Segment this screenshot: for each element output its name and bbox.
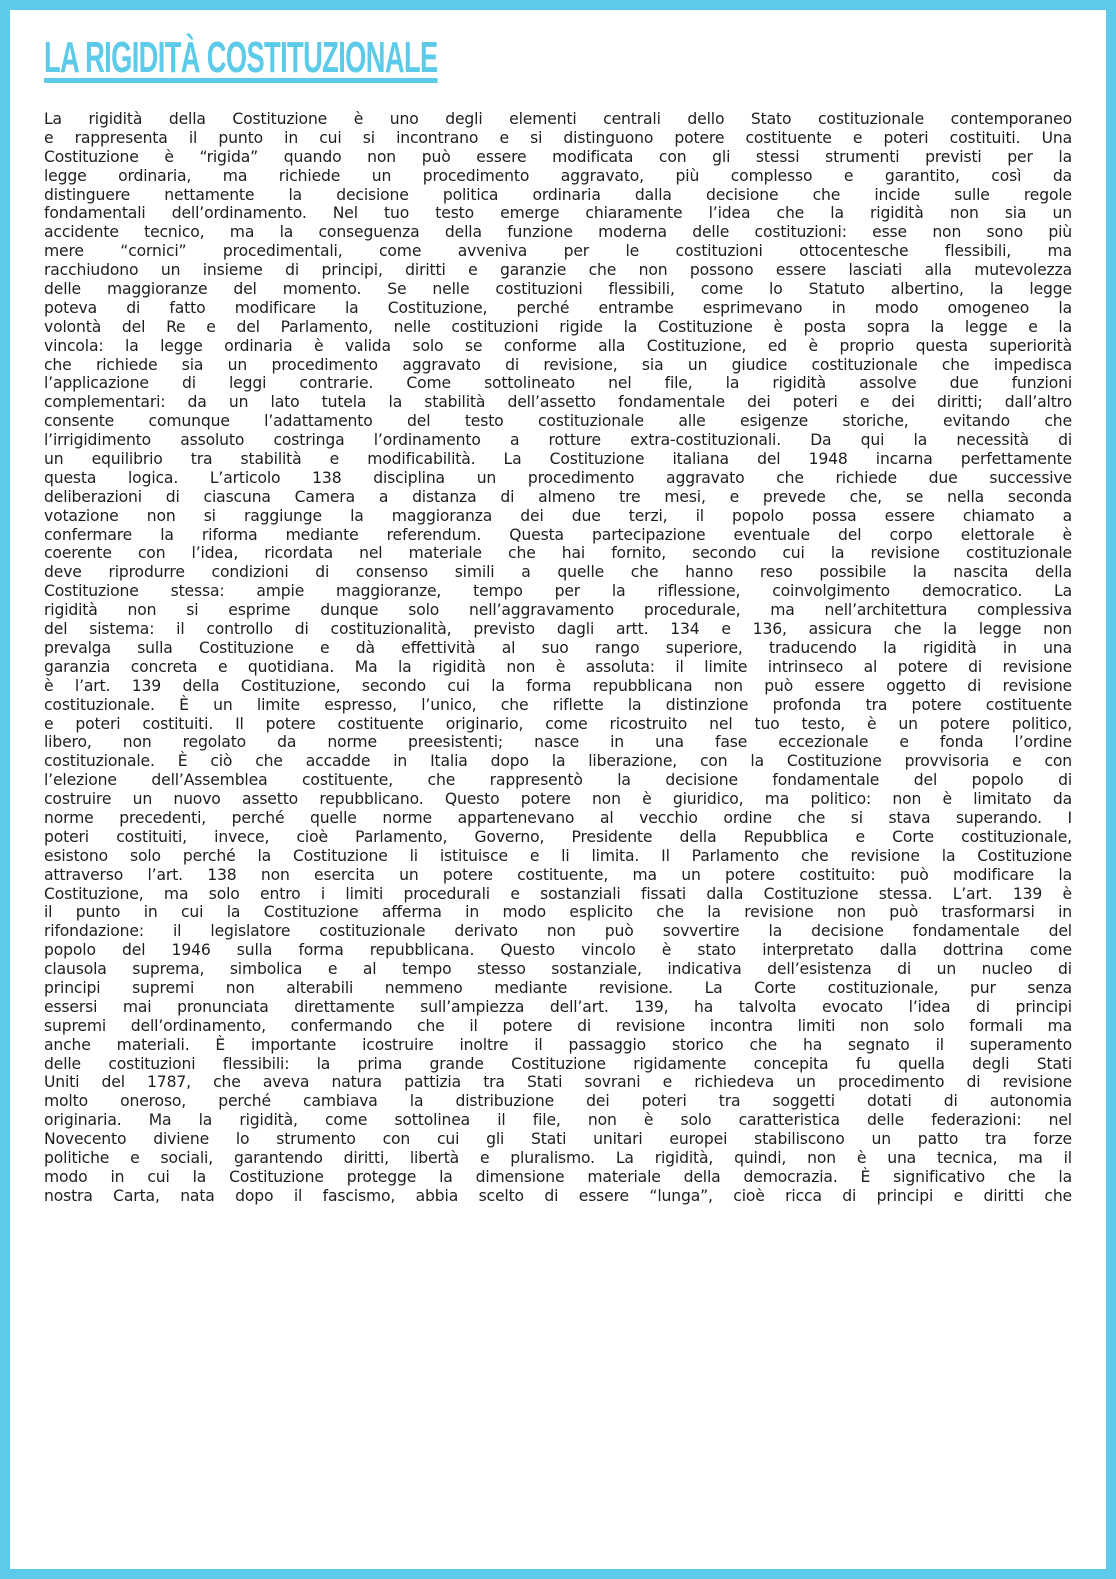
page-title: LA RIGIDITÀ COSTITUZIONALE — [44, 33, 438, 82]
text-line: modo in cui la Costituzione protegge la dimensione materiale della democrazia. È significativo che la — [44, 1167, 1072, 1186]
text-line: confermare la riforma mediante referendum. Questa partecipazione eventuale del corpo elettorale è — [44, 525, 1072, 544]
text-line: rifondazione: il legislatore costituzionale derivato non può sovvertire la decisione fondamentale del — [44, 922, 1072, 941]
text-line: distinguere nettamente la decisione politica ordinaria dalla decisione che incide sulle regole — [44, 185, 1072, 204]
text-line: garanzia concreta e quotidiana. Ma la rigidità non è assoluta: il limite intrinseco al potere di revisione — [44, 657, 1072, 676]
text-line: questa logica. L’articolo 138 disciplina un procedimento aggravato che richiede due successive — [44, 468, 1072, 487]
text-line: poteva di fatto modificare la Costituzione, perché entrambe esprimevano in modo omogeneo la — [44, 298, 1072, 317]
text-line: e rappresenta il punto in cui si incontrano e si distinguono potere costituente e poteri costituiti. Una — [44, 128, 1072, 147]
document-page — [10, 10, 1106, 1569]
text-line: Costituzione è “rigida” quando non può essere modificata con gli stessi strumenti previsti per la — [44, 147, 1072, 166]
text-line: l’applicazione di leggi contrarie. Come sottolineato nel file, la rigidità assolve due funzioni — [44, 374, 1072, 393]
text-line: delle maggioranze del momento. Se nelle costituzioni flessibili, come lo Statuto albertino, la legge — [44, 280, 1072, 299]
text-line: principi supremi non alterabili nemmeno mediante revisione. La Corte costituzionale, pur senza — [44, 978, 1072, 997]
text-line: deve riprodurre condizioni di consenso simili a quelle che hanno reso possibile la nascita della — [44, 563, 1072, 582]
text-line: La rigidità della Costituzione è uno degli elementi centrali dello Stato costituzionale contemporaneo — [44, 110, 1072, 128]
text-line: del sistema: il controllo di costituzionalità, previsto dagli artt. 134 e 136, assicura che la legge non — [44, 620, 1072, 639]
text-line: nostra Carta, nata dopo il fascismo, abbia scelto di essere “lunga”, cioè ricca di principi e diritti che — [44, 1186, 1072, 1205]
text-line: accidente tecnico, ma la conseguenza della funzione moderna delle costituzioni: esse non sono più — [44, 223, 1072, 242]
text-line: esistono solo perché la Costituzione li istituisce e li limita. Il Parlamento che revisione la Costituzione — [44, 846, 1072, 865]
text-line: supremi dell’ordinamento, confermando che il potere di revisione incontra limiti non solo formali ma — [44, 1016, 1072, 1035]
text-line: legge ordinaria, ma richiede un procedimento aggravato, più complesso e garantito, così da — [44, 166, 1072, 185]
text-line: costruire un nuovo assetto repubblicano. Questo potere non è giuridico, ma politico: non è limitato da — [44, 790, 1072, 809]
text-line: Costituzione, ma solo entro i limiti procedurali e sostanziali fissati dalla Costituzione stessa. L’art. 139 è — [44, 884, 1072, 903]
text-line: deliberazioni di ciascuna Camera a distanza di almeno tre mesi, e prevede che, se nella seconda — [44, 487, 1072, 506]
text-line: Uniti del 1787, che aveva natura pattizia tra Stati sovrani e richiedeva un procedimento di revisione — [44, 1073, 1072, 1092]
text-line: e poteri costituiti. Il potere costituente originario, come ricostruito nel tuo testo, è un potere politico, — [44, 714, 1072, 733]
text-line: vincola: la legge ordinaria è valida solo se conforme alla Costituzione, ed è proprio questa superiorità — [44, 336, 1072, 355]
text-line: coerente con l’idea, ricordata nel materiale che hai fornito, secondo cui la revisione costituzionale — [44, 544, 1072, 563]
text-line: prevalga sulla Costituzione e dà effettività al suo rango superiore, traducendo la rigidità in una — [44, 638, 1072, 657]
text-line: che richiede sia un procedimento aggravato di revisione, sia un giudice costituzionale che impedisca — [44, 355, 1072, 374]
text-line: politiche e sociali, garantendo diritti, libertà e pluralismo. La rigidità, quindi, non è una tecnica, ma il — [44, 1148, 1072, 1167]
text-line: è l’art. 139 della Costituzione, secondo cui la forma repubblicana non può essere oggetto di revisione — [44, 676, 1072, 695]
text-line: norme precedenti, perché quelle norme appartenevano al vecchio ordine che si stava superando. I — [44, 808, 1072, 827]
text-line: consente comunque l’adattamento del testo costituzionale alle esigenze storiche, evitando che — [44, 412, 1072, 431]
text-line: Novecento diviene lo strumento con cui gli Stati unitari europei stabiliscono un patto tra forze — [44, 1130, 1072, 1149]
text-line: anche materiali. È importante icostruire inoltre il passaggio storico che ha segnato il superamento — [44, 1035, 1072, 1054]
text-line: poteri costituiti, invece, cioè Parlamento, Governo, Presidente della Repubblica e Corte costituzionale, — [44, 827, 1072, 846]
text-line: clausola suprema, simbolica e al tempo stesso sostanziale, indicativa dell’esistenza di un nucleo di — [44, 960, 1072, 979]
text-line: delle costituzioni flessibili: la prima grande Costituzione rigidamente concepita fu quella degli Stati — [44, 1054, 1072, 1073]
text-line: mere “cornici” procedimentali, come avveniva per le costituzioni ottocentesche flessibili, ma — [44, 242, 1072, 261]
text-line: Costituzione stessa: ampie maggioranze, tempo per la riflessione, coinvolgimento democratico. La — [44, 582, 1072, 601]
text-line: racchiudono un insieme di principi, diritti e garanzie che non possono essere lasciati alla mutevolezza — [44, 261, 1072, 280]
text-line: molto oneroso, perché cambiava la distribuzione dei poteri tra soggetti dotati di autonomia — [44, 1092, 1072, 1111]
text-line: un equilibrio tra stabilità e modificabilità. La Costituzione italiana del 1948 incarna perfettamente — [44, 450, 1072, 469]
text-line: rigidità non si esprime dunque solo nell’aggravamento procedurale, ma nell’architettura complessiva — [44, 601, 1072, 620]
text-line: il punto in cui la Costituzione afferma in modo esplicito che la revisione non può trasformarsi in — [44, 903, 1072, 922]
body-text — [44, 110, 1072, 1206]
text-line: votazione non si raggiunge la maggioranza dei due terzi, il popolo possa essere chiamato a — [44, 506, 1072, 525]
text-line: complementari: da un lato tutela la stabilità dell’assetto fondamentale dei poteri e dei diritti; dall’altro — [44, 393, 1072, 412]
text-line: essersi mai pronunciata direttamente sull’ampiezza dell’art. 139, ha talvolta evocato l’idea di principi — [44, 997, 1072, 1016]
text-line: costituzionale. È ciò che accadde in Italia dopo la liberazione, con la Costituzione provvisoria e con — [44, 752, 1072, 771]
text-line: l’irrigidimento assoluto costringa l’ordinamento a rotture extra-costituzionali. Da qui la necessità di — [44, 431, 1072, 450]
text-line: attraverso l’art. 138 non esercita un potere costituente, ma un potere costituito: può modificare la — [44, 865, 1072, 884]
text-line: popolo del 1946 sulla forma repubblicana. Questo vincolo è stato interpretato dalla dottrina come — [44, 941, 1072, 960]
text-line: originaria. Ma la rigidità, come sottolinea il file, non è solo caratteristica delle federazioni: nel — [44, 1111, 1072, 1130]
text-line: libero, non regolato da norme preesistenti; nasce in una fase eccezionale e fonda l’ordine — [44, 733, 1072, 752]
text-line: volontà del Re e del Parlamento, nelle costituzioni rigide la Costituzione è posta sopra la legge e la — [44, 317, 1072, 336]
text-line: costituzionale. È un limite espresso, l’unico, che riflette la distinzione profonda tra potere costituente — [44, 695, 1072, 714]
text-line: l’elezione dell’Assemblea costituente, che rappresentò la decisione fondamentale del popolo di — [44, 771, 1072, 790]
text-line: fondamentali dell’ordinamento. Nel tuo testo emerge chiaramente l’idea che la rigidità non sia un — [44, 204, 1072, 223]
